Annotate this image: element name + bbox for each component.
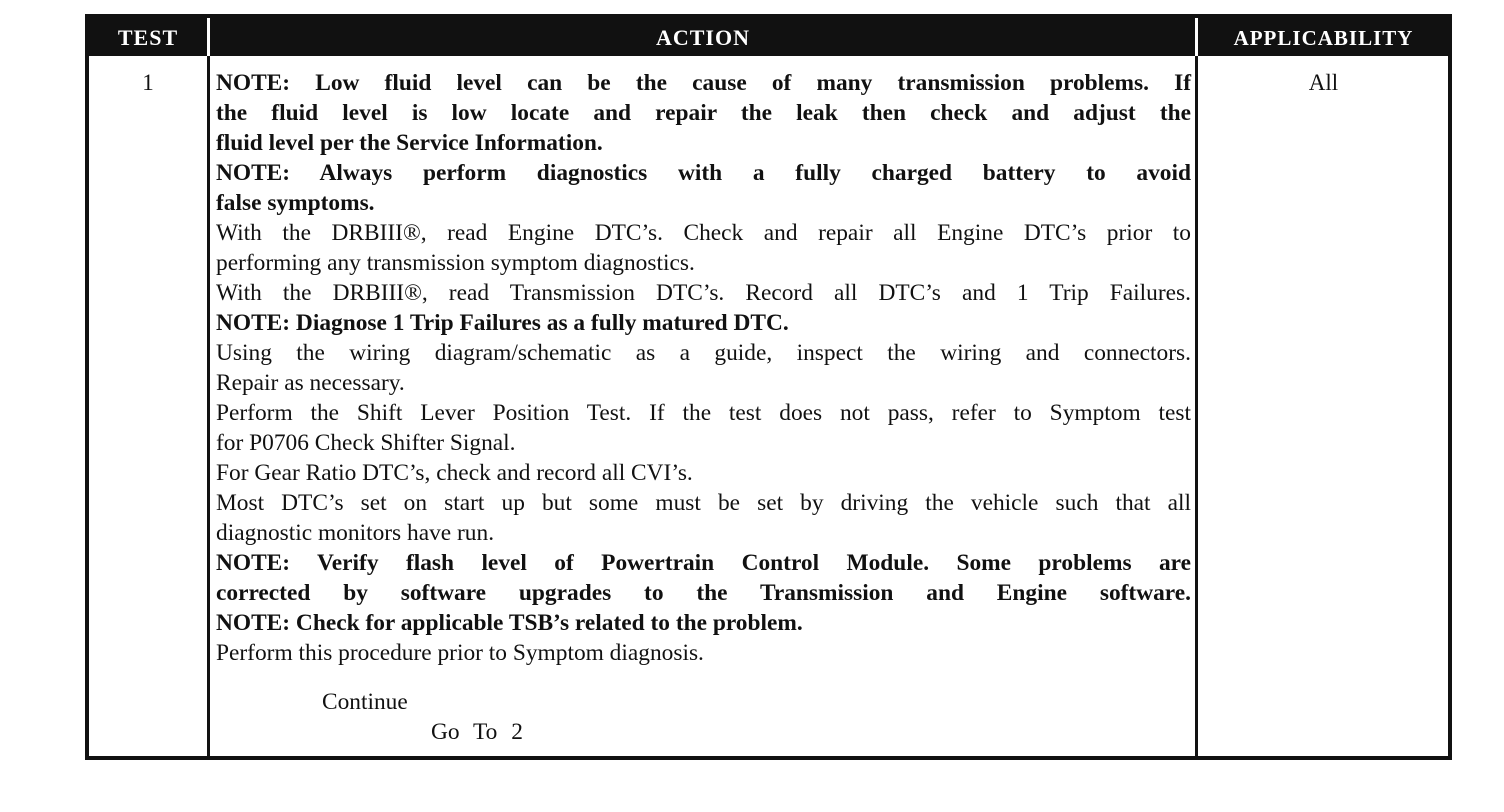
column-divider xyxy=(1195,56,1198,756)
header-action: ACTION xyxy=(655,25,750,50)
action-text xyxy=(216,68,1191,668)
action-line: Perform this procedure prior to Symptom diagnosis. xyxy=(216,640,704,666)
action-line: Repair as necessary. xyxy=(216,370,405,396)
applicability-value: All xyxy=(1308,70,1339,95)
action-line: NOTE: Low fluid level can be the cause of many transmission problems. If xyxy=(216,70,1191,96)
action-line: NOTE: Always perform diagnostics with a fully charged battery to avoid xyxy=(216,160,1191,186)
action-line: performing any transmission symptom diagnostics. xyxy=(216,250,695,276)
header-applicability: APPLICABILITY xyxy=(1233,26,1414,50)
action-line: NOTE: Check for applicable TSB’s related to the problem. xyxy=(216,610,803,636)
action-line: corrected by software upgrades to the Transmission and Engine software. xyxy=(216,580,1191,606)
table-header xyxy=(89,18,1448,56)
action-line: diagnostic monitors have run. xyxy=(216,520,495,546)
goto-label: Go To xyxy=(431,719,498,745)
action-line: the fluid level is low locate and repair the leak then check and adjust the xyxy=(216,100,1191,126)
test-number: 1 xyxy=(142,70,154,95)
header-divider xyxy=(1195,18,1198,56)
goto-target: 2 xyxy=(511,719,523,745)
continue-label: Continue xyxy=(322,689,408,715)
diagnostic-table xyxy=(85,14,1452,760)
action-line: for P0706 Check Shifter Signal. xyxy=(216,430,516,456)
column-divider xyxy=(207,56,210,756)
action-line: Using the wiring diagram/schematic as a guide, inspect the wiring and connectors. xyxy=(216,340,1191,366)
action-line: For Gear Ratio DTC’s, check and record all CVI’s. xyxy=(216,460,693,486)
header-divider xyxy=(207,18,210,56)
action-line: With the DRBIII®, read Engine DTC’s. Check and repair all Engine DTC’s prior to xyxy=(216,220,1191,246)
action-line: fluid level per the Service Information. xyxy=(216,130,603,156)
action-line: Perform the Shift Lever Position Test. If the test does not pass, refer to Symptom test xyxy=(216,400,1191,426)
action-line: With the DRBIII®, read Transmission DTC’s. Record all DTC’s and 1 Trip Failures. xyxy=(216,280,1191,306)
action-line: Most DTC’s set on start up but some must be set by driving the vehicle such that all xyxy=(216,490,1191,516)
action-line: NOTE: Diagnose 1 Trip Failures as a fully matured DTC. xyxy=(216,310,789,336)
action-line: false symptoms. xyxy=(216,190,375,216)
goto-instruction xyxy=(431,719,523,746)
action-line: NOTE: Verify flash level of Powertrain Control Module. Some problems are xyxy=(216,550,1191,576)
header-test: TEST xyxy=(117,25,179,50)
